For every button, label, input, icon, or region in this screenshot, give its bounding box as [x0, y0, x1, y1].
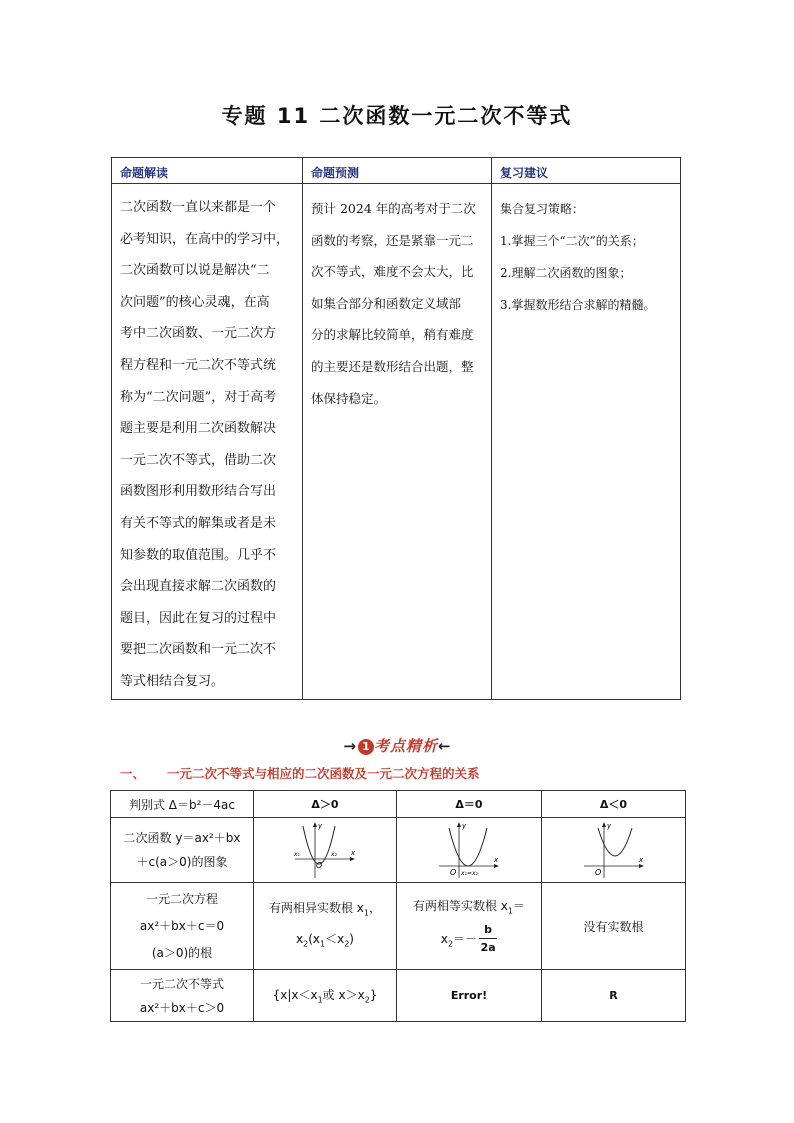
- header-interpretation: 命题解读: [112, 158, 303, 184]
- solution-text: {x|x＜x: [272, 988, 318, 1003]
- text-line: 集合复习策略：: [500, 202, 585, 216]
- arrow-left-icon: ←: [438, 737, 451, 755]
- equation-label-line: 一元二次方程: [145, 891, 218, 906]
- roots-double: [397, 883, 542, 970]
- text-line: 函数图形利用数形结合写出: [120, 484, 277, 500]
- text-line: 1.掌握三个“二次”的关系；: [500, 234, 644, 248]
- inequality-row: [111, 970, 686, 1022]
- equation-row: [111, 883, 686, 970]
- text-line: 要把二次函数和一元二次不: [120, 642, 277, 658]
- x-axis-label: x: [351, 849, 356, 857]
- header-review-advice: 复习建议: [492, 158, 681, 184]
- solution-text: }: [369, 988, 378, 1003]
- subscript: 1: [320, 939, 326, 949]
- text-line: 题目，因此在复习的过程中: [120, 610, 277, 626]
- text-line: 一元二次不等式，借助二次: [120, 452, 277, 468]
- fraction-numerator: b: [484, 923, 493, 937]
- prediction-cell: [303, 184, 492, 700]
- text-line: 2.理解二次函数的图象；: [500, 266, 632, 280]
- text-line: 体保持稳定。: [311, 390, 387, 406]
- fraction-denominator: 2a: [480, 941, 496, 955]
- roots-line: [399, 922, 539, 957]
- roots-text: 有两相等实数根 x: [412, 898, 508, 913]
- review-advice-cell: [492, 184, 681, 700]
- graph-row-label-line: ＋c(a＞0)的图象: [136, 855, 228, 869]
- arrow-right-icon: →: [343, 737, 356, 755]
- root-x1-label: x₁: [294, 851, 300, 858]
- subscript: 1: [317, 995, 323, 1005]
- fraction: [479, 922, 497, 957]
- text-line: 如集合部分和函数定义域部: [311, 295, 462, 311]
- roots-line: 有两相异实数根 $x_1$，: [268, 900, 382, 917]
- subscript: 2: [344, 939, 350, 949]
- x-axis-label: x: [494, 856, 499, 864]
- text-line: 二次函数可以说是解决“二: [120, 263, 270, 279]
- roots-text: ＝: [513, 898, 526, 913]
- text-line: 等式相结合复习。: [120, 673, 225, 689]
- subsection-heading: [120, 764, 480, 782]
- roots-text: ＜x: [325, 932, 345, 946]
- subsection-number: 一、: [120, 766, 146, 781]
- solution-no-root: R: [542, 970, 686, 1022]
- subscript: 1: [363, 908, 369, 917]
- equation-label-line: ax²＋bx＋c＝0: [139, 918, 225, 933]
- x-axis-label: x: [638, 856, 643, 864]
- y-axis-label: y: [606, 822, 611, 830]
- header-prediction: 命题预测: [303, 158, 492, 184]
- parabola-two-roots-graph: [293, 820, 357, 880]
- origin-label: O: [316, 861, 323, 870]
- parabola-double-root-graph: [437, 820, 501, 880]
- roots-two-distinct: [254, 883, 397, 970]
- text-line: 二次函数一直以来都是一个: [120, 200, 277, 215]
- roots-none: 没有实数根: [542, 883, 686, 970]
- origin-label: O: [594, 868, 601, 877]
- y-axis-label: y: [462, 822, 467, 830]
- text-line: 程方程和一元二次不等式统: [120, 357, 277, 373]
- subscript: 1: [507, 906, 513, 916]
- text-line: 次不等式，难度不会太大，比: [311, 264, 474, 280]
- graph-double-root: [397, 818, 542, 883]
- text-line: 题主要是利用二次函数解决: [120, 421, 277, 437]
- page-title: 专题 11 二次函数一元二次不等式: [221, 104, 573, 128]
- subscript: 2: [448, 939, 454, 949]
- roots-line: [256, 926, 394, 957]
- roots-text: [441, 930, 477, 948]
- graph-row: [111, 818, 686, 883]
- equation-label-line: (a＞0)的根: [151, 945, 213, 960]
- roots-text: 有两相异实数根 x: [268, 900, 364, 915]
- text-line: 必考知识，在高中的学习中，: [120, 231, 290, 247]
- roots-text: ＝－: [453, 932, 478, 947]
- solution-two-roots: [254, 970, 397, 1022]
- inequality-label-line: 一元二次不等式: [139, 976, 224, 991]
- section-heading: [0, 735, 794, 756]
- roots-text: x: [296, 932, 304, 946]
- roots-text: ): [349, 932, 354, 946]
- case-positive: Δ＞0: [254, 791, 397, 818]
- graph-row-label-line: 二次函数 y＝ax²＋bx: [123, 831, 241, 845]
- inequality-row-label: [111, 970, 254, 1022]
- text-line: 知参数的取值范围。几乎不: [120, 547, 277, 563]
- subscript: 2: [364, 995, 370, 1005]
- text-line: 3.掌握数形结合求解的精髓。: [500, 298, 656, 312]
- text-line: 会出现直接求解二次函数的: [120, 579, 277, 595]
- discriminant-row: [111, 791, 686, 818]
- interpretation-cell: [112, 184, 303, 700]
- text-line: 次问题”的核心灵魂，在高: [120, 294, 270, 310]
- subsection-label: 一元二次不等式与相应的二次函数及一元二次方程的关系: [167, 766, 480, 781]
- text-line: 分的求解比较简单，稍有难度: [311, 327, 474, 343]
- roots-line: [399, 895, 539, 922]
- double-root-label: x₁=x₂: [461, 870, 478, 877]
- case-negative: Δ＜0: [542, 791, 686, 818]
- parabola-no-root-graph: [582, 820, 646, 880]
- root-x2-label: x₂: [331, 851, 337, 858]
- intro-table-header-row: [112, 158, 681, 184]
- text-line: 称为“二次问题”，对于高考: [120, 389, 277, 405]
- text-line: 预计 2024 年的高考对于二次: [311, 201, 476, 216]
- text-line: 有关不等式的解集或者是未: [120, 515, 277, 531]
- solution-text: 或 x＞x: [322, 988, 365, 1003]
- equation-row-label: [111, 883, 254, 970]
- case-zero: Δ＝0: [397, 791, 542, 818]
- discriminant-label: 判别式 Δ＝b²－4ac: [111, 791, 254, 818]
- graph-no-root: [542, 818, 686, 883]
- text-line: 的主要还是数形结合出题，整: [311, 358, 474, 374]
- intro-table: [111, 157, 681, 700]
- roots-text: x: [440, 932, 448, 947]
- origin-label: O: [450, 868, 457, 877]
- text-line: 函数的考察，还是紧靠一元二: [311, 232, 474, 248]
- graph-two-roots: [254, 818, 397, 883]
- section-label: 考点精析: [373, 737, 438, 755]
- section-number-badge: 1: [358, 739, 374, 755]
- text-line: 考中二次函数、一元二次方: [120, 326, 277, 342]
- subscript: 2: [303, 939, 309, 949]
- solution-double-root: Error!: [397, 970, 542, 1022]
- y-axis-label: y: [318, 822, 323, 830]
- relation-table: [110, 790, 686, 1022]
- inequality-label-line: ax²＋bx＋c＞0: [139, 1000, 225, 1015]
- roots-text: (x: [308, 932, 320, 946]
- graph-row-label: [111, 818, 254, 883]
